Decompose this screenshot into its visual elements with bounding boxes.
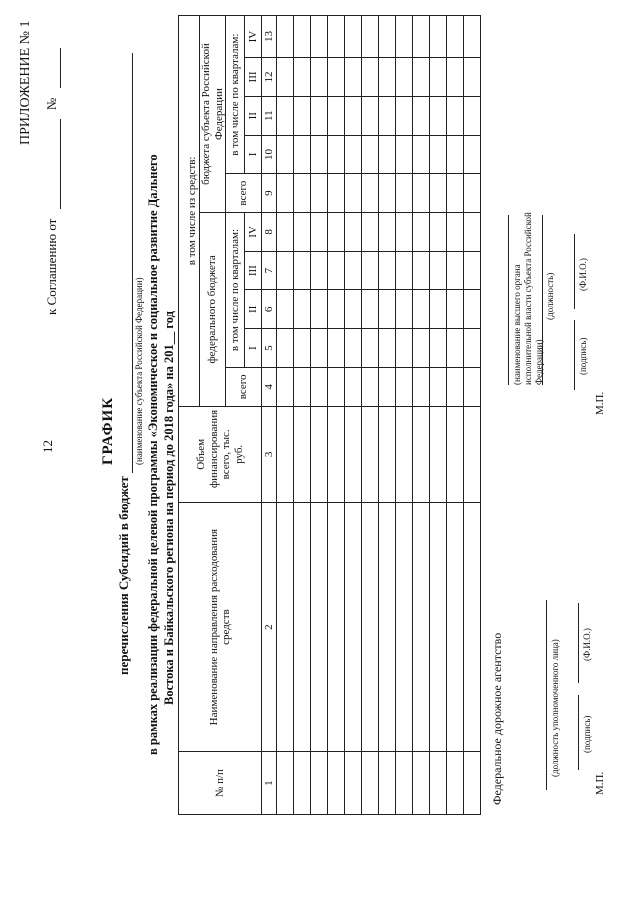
table-cell [345,16,362,58]
quarter-label: IV [245,213,262,252]
table-cell [277,406,294,502]
right-org-caption: (наименование высшего органа исполнительной власти субъекта Российской Федерации) [512,212,544,385]
table-cell [396,406,413,502]
table-cell [294,174,311,213]
table-cell [447,58,464,97]
subject-name-blank [116,53,133,473]
header-regional-quarters: в том числе по кварталам: [226,16,245,174]
table-cell [430,96,447,135]
table-cell [311,96,328,135]
table-cell [379,752,396,815]
table-cell [430,135,447,174]
table-cell [328,290,345,329]
quarter-label: I [245,135,262,174]
table-cell [311,58,328,97]
header-regional-total: всего [226,174,262,213]
table-cell [277,135,294,174]
table-cell [379,329,396,368]
table-cell [447,329,464,368]
left-stamp: М.П. [594,771,606,795]
agreement-reference [44,49,61,316]
header-federal-quarters: в том числе по кварталам: [226,213,245,368]
agreement-number-sign: № [44,97,59,111]
table-cell [430,213,447,252]
header-num: № п/п [179,752,262,815]
right-name-line [574,234,575,309]
table-cell [362,213,379,252]
table-cell [447,174,464,213]
table-cell [464,406,481,502]
table-row [311,16,328,815]
table-cell [413,135,430,174]
table-cell [447,367,464,406]
left-position-caption: (должность уполномоченного лица) [550,639,560,777]
table-cell [396,16,413,58]
table-cell [379,96,396,135]
table-cell [328,135,345,174]
table-cell [328,213,345,252]
table-cell [447,251,464,290]
right-stamp: М.П. [594,391,606,415]
table-cell [379,16,396,58]
column-number: 12 [262,58,277,97]
table-cell [277,752,294,815]
table-cell [447,96,464,135]
table-cell [311,367,328,406]
table-cell [430,752,447,815]
table-cell [430,406,447,502]
table-cell [311,752,328,815]
schedule-title: ГРАФИК [100,396,116,465]
table-cell [396,367,413,406]
table-cell [447,135,464,174]
column-number: 13 [262,16,277,58]
table-cell [345,213,362,252]
heading-line3: Востока и Байкальского региона на период до 2018 года» на 201__ год [162,311,176,705]
table-cell [379,367,396,406]
table-cell [447,290,464,329]
table-cell [379,503,396,752]
quarter-label: IV [245,16,262,58]
table-cell [396,58,413,97]
table-cell [413,96,430,135]
table-cell [277,367,294,406]
table-cell [379,58,396,97]
column-number: 5 [262,329,277,368]
left-org: Федеральное дорожное агентство [490,632,504,805]
page-number: 12 [40,440,55,453]
table-cell [430,290,447,329]
table-cell [464,213,481,252]
table-cell [379,135,396,174]
table-cell [413,213,430,252]
table-cell [345,329,362,368]
table-cell [447,406,464,502]
table-cell [362,329,379,368]
column-number: 2 [262,503,277,752]
right-org-line [508,215,509,385]
column-number: 1 [262,752,277,815]
table-cell [413,290,430,329]
table-cell [379,213,396,252]
column-number: 8 [262,213,277,252]
table-cell [345,503,362,752]
left-signature-line [578,695,579,770]
table-cell [362,367,379,406]
table-cell [464,135,481,174]
table-cell [277,503,294,752]
quarter-label: III [245,251,262,290]
table-cell [277,213,294,252]
table-cell [413,174,430,213]
table-row [379,16,396,815]
table-cell [311,329,328,368]
table-cell [277,251,294,290]
table-cell [294,58,311,97]
table-cell [464,290,481,329]
table-cell [362,752,379,815]
table-cell [345,58,362,97]
table-cell [430,367,447,406]
table-cell [396,329,413,368]
table-row [447,16,464,815]
header-federal-budget: федерального бюджета [200,213,226,407]
table-cell [328,251,345,290]
heading-line1 [116,53,133,675]
table-cell [396,290,413,329]
table-cell [447,213,464,252]
table-cell [294,503,311,752]
schedule-table [178,15,481,815]
table-cell [464,251,481,290]
table-cell [413,58,430,97]
table-row [345,16,362,815]
quarter-label: I [245,329,262,368]
right-position-caption: (должность) [545,272,555,320]
right-signature-line [574,320,575,390]
header-including-sources: в том числе из средств: [179,16,200,407]
table-cell [294,367,311,406]
table-cell [345,251,362,290]
table-cell [277,329,294,368]
table-cell [328,16,345,58]
table-cell [311,16,328,58]
table-cell [311,213,328,252]
table-body [277,16,481,815]
table-cell [345,174,362,213]
quarter-label: II [245,96,262,135]
table-cell [464,329,481,368]
left-name-caption: (Ф.И.О.) [582,628,592,661]
table-cell [396,251,413,290]
column-number: 7 [262,251,277,290]
table-cell [447,752,464,815]
table-cell [294,135,311,174]
table-cell [362,290,379,329]
table-cell [430,503,447,752]
agreement-number-blank [44,49,61,89]
table-cell [362,174,379,213]
column-number: 11 [262,96,277,135]
table-cell [345,96,362,135]
table-cell [277,290,294,329]
table-cell [464,16,481,58]
table-row [277,16,294,815]
table-cell [294,752,311,815]
table-cell [277,16,294,58]
table-row [362,16,379,815]
table-cell [328,174,345,213]
table-cell [362,16,379,58]
table-cell [294,329,311,368]
table-row [328,16,345,815]
table-cell [345,752,362,815]
table-cell [311,503,328,752]
table-cell [447,503,464,752]
table-cell [277,58,294,97]
table-cell [345,406,362,502]
table-cell [328,367,345,406]
table-cell [413,16,430,58]
table-row [430,16,447,815]
table-cell [396,174,413,213]
table-cell [311,174,328,213]
appendix-title: ПРИЛОЖЕНИЕ № 1 [18,20,33,145]
table-row [464,16,481,815]
table-cell [328,406,345,502]
table-cell [396,503,413,752]
table-cell [396,752,413,815]
table-cell [430,329,447,368]
left-name-line [578,603,579,683]
table-cell [345,135,362,174]
right-signature-caption: (подпись) [578,337,588,375]
table-cell [413,752,430,815]
table-row [294,16,311,815]
table-cell [379,290,396,329]
table-cell [464,174,481,213]
table-cell [430,58,447,97]
table-cell [294,406,311,502]
table-cell [464,752,481,815]
table-cell [430,16,447,58]
table-cell [328,58,345,97]
table-cell [413,367,430,406]
table-cell [379,251,396,290]
table-cell [464,367,481,406]
header-regional-budget: бюджета субъекта Российской Федерации [200,16,226,213]
table-cell [413,251,430,290]
table-cell [396,96,413,135]
table-cell [311,290,328,329]
table-cell [379,406,396,502]
table-cell [311,135,328,174]
left-signature-caption: (подпись) [582,715,592,753]
right-name-caption: (Ф.И.О.) [578,258,588,291]
table-cell [362,503,379,752]
table-cell [379,174,396,213]
quarter-label: II [245,290,262,329]
table-cell [430,174,447,213]
table-cell [396,213,413,252]
table-cell [413,503,430,752]
table-cell [294,16,311,58]
table-cell [396,135,413,174]
table-cell [345,290,362,329]
table-cell [362,58,379,97]
table-cell [294,251,311,290]
header-federal-total: всего [226,367,262,406]
table-cell [362,406,379,502]
table-cell [277,96,294,135]
column-number-row [262,16,277,815]
heading-line1-text: перечисления Субсидий в бюджет [116,476,131,675]
table-cell [345,367,362,406]
table-cell [328,96,345,135]
table-cell [413,329,430,368]
table-cell [464,503,481,752]
table-cell [294,213,311,252]
header-name: Наименование направления расходования средств [179,503,262,752]
table-cell [277,174,294,213]
table-cell [328,503,345,752]
column-number: 4 [262,367,277,406]
table-cell [430,251,447,290]
column-number: 10 [262,135,277,174]
header-volume: Объем финансирования всего, тыс. руб. [179,406,262,502]
quarter-label: III [245,58,262,97]
subject-name-caption: (наименование субъекта Российской Федерации) [134,277,144,465]
column-number: 6 [262,290,277,329]
table-cell [464,58,481,97]
left-position-line [546,600,547,790]
table-cell [362,135,379,174]
table-cell [464,96,481,135]
table-cell [311,251,328,290]
table-cell [413,406,430,502]
table-row [396,16,413,815]
table-cell [447,16,464,58]
agreement-prefix: к Соглашению от [44,218,59,315]
agreement-date-blank [44,119,61,209]
column-number: 3 [262,406,277,502]
table-cell [311,406,328,502]
column-number: 9 [262,174,277,213]
table-cell [294,290,311,329]
table-cell [328,752,345,815]
heading-line2: в рамках реализации федеральной целевой программы «Экономическое и социальное развитие Дальнего [146,154,160,755]
table-cell [362,251,379,290]
table-cell [362,96,379,135]
table-cell [328,329,345,368]
right-position-line [542,215,543,385]
table-cell [294,96,311,135]
table-row [413,16,430,815]
